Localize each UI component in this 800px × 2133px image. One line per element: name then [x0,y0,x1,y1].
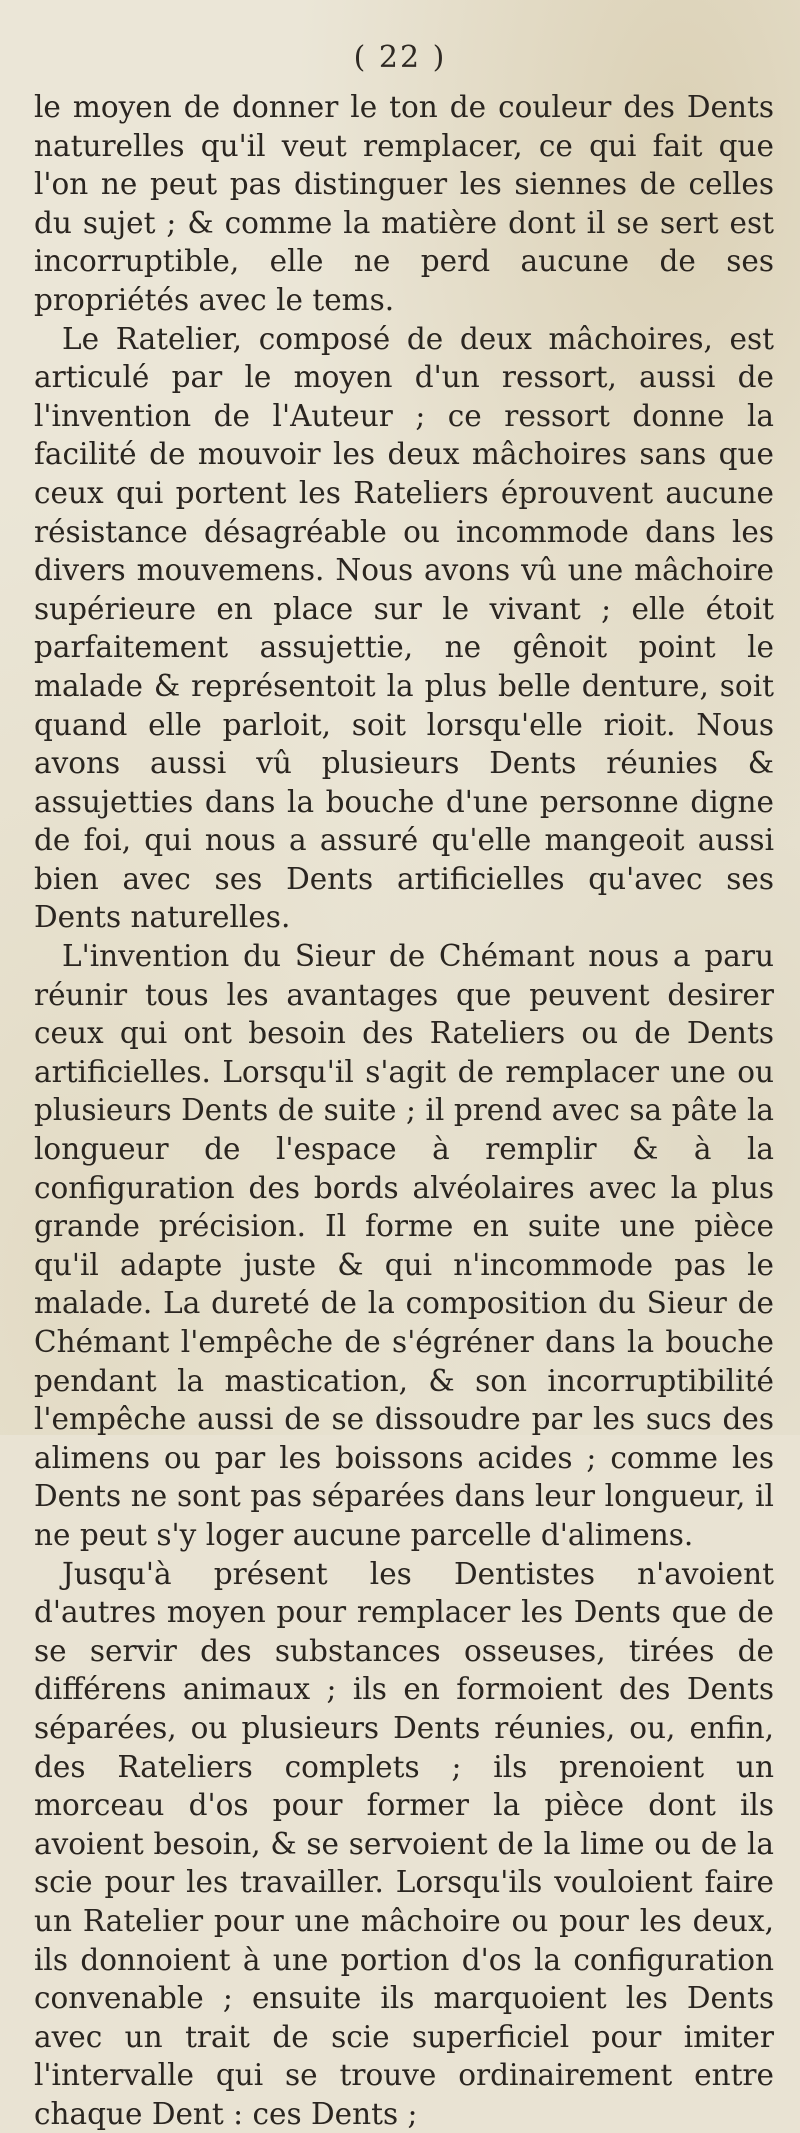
paragraph-3: L'invention du Sieur de Chémant nous a paru réunir tous les avantages que peuvent desirer ceux qui ont besoin des Rateliers ou de Dents artificielles. Lorsqu'il s'agit de remplacer une ou plusieurs Dents de suite ; il prend avec sa pâte la longueur de l'espace à remplir & à la configuration des bords alvéolaires avec la plus grande précision. Il forme en suite une pièce qu'il adapte juste & qui n'incommode pas le malade. La dureté de la composition du Sieur de Chémant l'empêche de s'égréner dans la bouche pendant la mastication, & son incorruptibilité l'empêche aussi de se dissoudre par les sucs des alimens ou par les boissons acides ; comme les Dents ne sont pas séparées dans leur longueur, il ne peut s'y loger aucune parcelle d'alimens. [34,939,774,1552]
paragraph-1: le moyen de donner le ton de couleur des Dents naturelles qu'il veut remplacer, ce qui fait que l'on ne peut pas distinguer les siennes de celles du sujet ; & comme la matière dont il se sert est incorruptible, elle ne perd aucune de ses propriétés avec le tems. [34,90,774,317]
page-number: ( 22 ) [353,40,447,75]
body-text [34,88,774,2133]
paragraph-2: Le Ratelier, composé de deux mâchoires, est articulé par le moyen d'un ressort, aussi de l'invention de l'Auteur ; ce ressort donne la facilité de mouvoir les deux mâchoires sans que ceux qui portent les Rateliers éprouvent aucune résistance désagréable ou incommode dans les divers mouvemens. Nous avons vû une mâchoire supérieure en place sur le vivant ; elle étoit parfaitement assujettie, ne gênoit point le malade & représentoit la plus belle denture, soit quand elle parloit, soit lorsqu'elle rioit. Nous avons aussi vû plusieurs Dents réunies & assujetties dans la bouche d'une personne digne de foi, qui nous a assuré qu'elle mangeoit aussi bien avec ses Dents artificielles qu'avec ses Dents naturelles. [34,321,774,935]
bottom-margin [0,1400,800,1435]
paragraph-4: Jusqu'à présent les Dentistes n'avoient d'autres moyen pour remplacer les Dents que de se servir des substances osseuses, tirées de différens animaux ; ils en formoient des Dents séparées, ou plusieurs Dents réunies, ou, enfin, des Rateliers complets ; ils prenoient un morceau d'os pour former la pièce dont ils avoient besoin, & se servoient de la lime ou de la scie pour les travailler. Lorsqu'ils vouloient faire un Ratelier pour une mâchoire ou pour les deux, ils donnoient à une portion d'os la configuration convenable ; ensuite ils marquoient les Dents avec un trait de scie superficiel pour imiter l'intervalle qui se trouve ordinairement entre chaque Dent : ces Dents ; [34,1556,774,2131]
